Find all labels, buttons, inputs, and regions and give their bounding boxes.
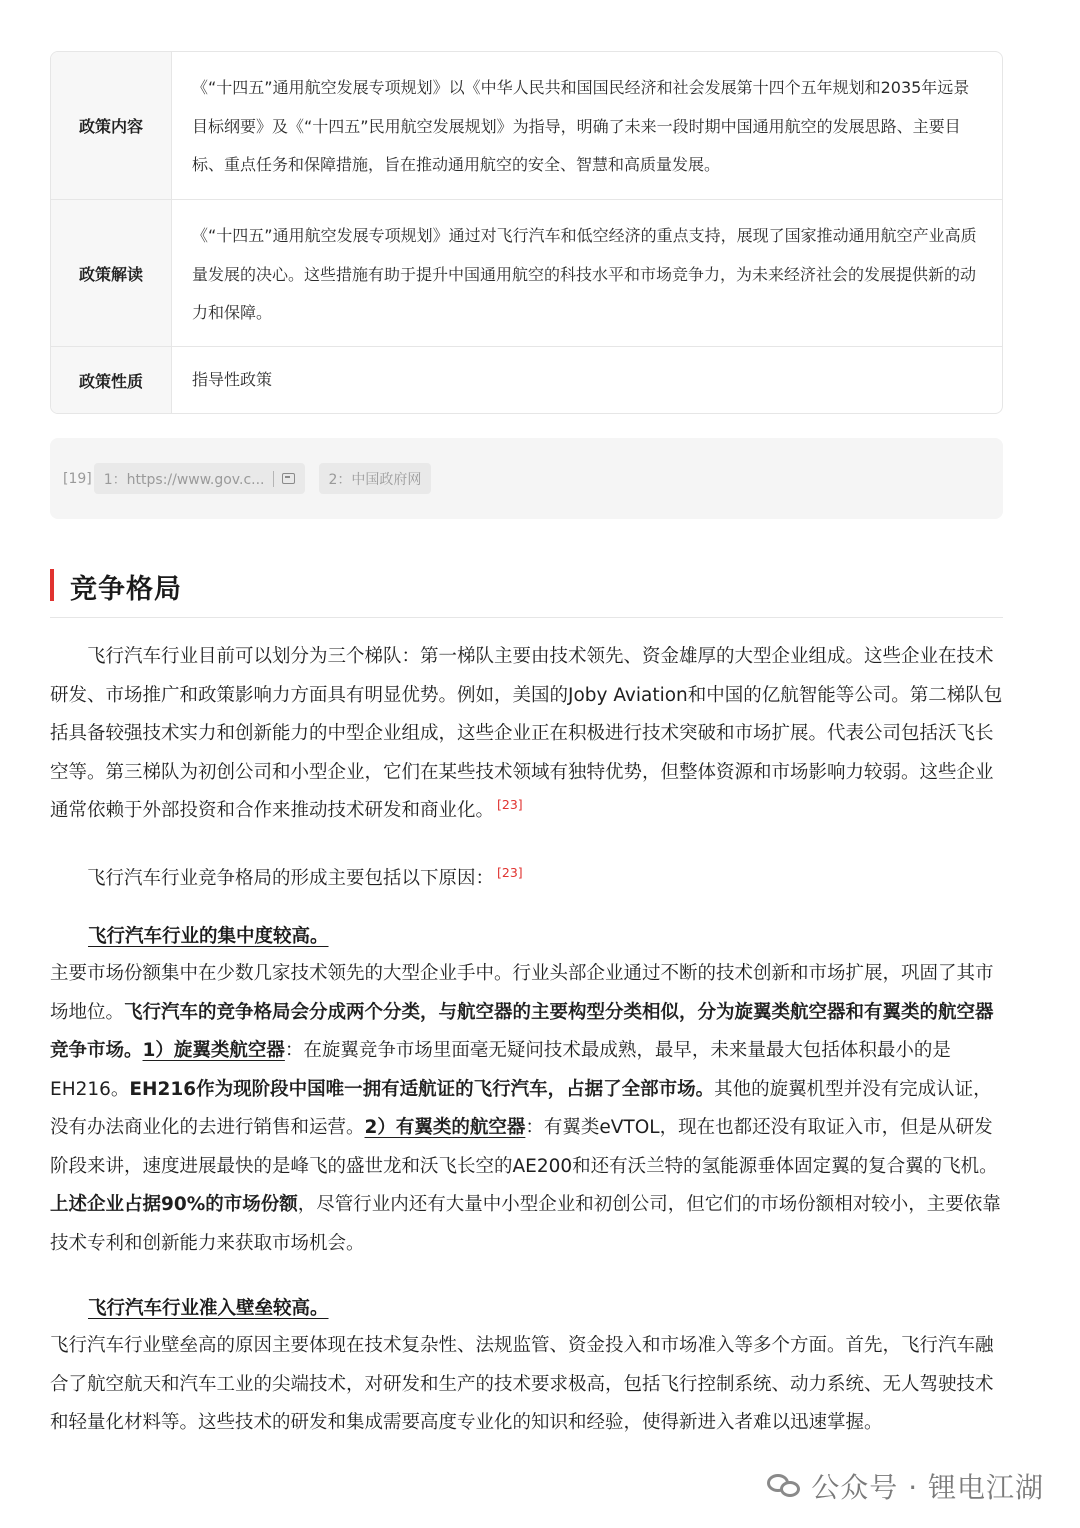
wechat-icon — [767, 1472, 801, 1500]
row-label: 政策性质 — [51, 347, 172, 413]
bold-underline-text: 1）旋翼类航空器 — [142, 1040, 285, 1061]
paragraph — [50, 860, 1003, 899]
bold-text: EH216作为现阶段中国唯一拥有适航证的飞行汽车，占据了全部市场。 — [129, 1078, 715, 1100]
paragraph-text: ，尽管行业内还有大量中小型企业和初创公司，但它们的市场份额相对较小，主要依靠技术专利和创新能力来获取市场机会。 — [50, 1194, 1001, 1254]
divider — [273, 471, 274, 487]
paragraph-text: ：在旋翼竞争市场里面毫无疑问技术最成熟，最早，未来量最大包括体积最小的是EH216。 — [50, 1040, 951, 1100]
citation-link[interactable]: [23] — [497, 864, 523, 880]
reference-index: [19] — [63, 470, 92, 487]
section-heading — [50, 566, 1003, 618]
bold-text: 飞行汽车的竞争格局会分成两个分类，与航空器的主要构型分类相似，分为旋翼类航空器和有翼类的航空器竞争市场。 — [50, 1001, 994, 1061]
bold-underline-text: 2）有翼类的航空器 — [364, 1117, 526, 1138]
reference-source-chip[interactable] — [319, 463, 432, 494]
row-label: 政策解读 — [51, 200, 172, 346]
paragraph-text: 主要市场份额集中在少数几家技术领先的大型企业手中。行业头部企业通过不断的技术创新和市场扩展，巩固了其市场地位。 — [50, 963, 994, 1023]
subheading: 飞行汽车行业准入壁垒较高。 — [88, 1298, 329, 1319]
paragraph — [50, 638, 1003, 831]
bold-text: 上述企业占据90%的市场份额 — [50, 1194, 298, 1215]
row-label: 政策内容 — [51, 52, 172, 199]
paragraph-text: 飞行汽车行业竞争格局的形成主要包括以下原因： — [87, 868, 495, 889]
paragraph-text: 飞行汽车行业目前可以划分为三个梯队：第一梯队主要由技术领先、资金雄厚的大型企业组成。这些企业在技术研发、市场推广和政策影响力方面具有明显优势。例如，美国的Joby Aviation和中国的亿航智能等公司。第二梯队包括具备较强技术实力和创新能力的中型企业组成，这些企业正在积极进行技术突破和市场扩展。代表公司包括沃飞长空等。第三梯队为初创公司和小型企业，它们在某些技术领域有独特优势，但整体资源和市场影响力较弱。这些企业通常依赖于外部投资和合作来推动技术研发和商业化。 — [50, 646, 1003, 821]
table-row — [51, 52, 1002, 199]
paragraph-text: 飞行汽车行业壁垒高的原因主要体现在技术复杂性、法规监管、资金投入和市场准入等多个方面。首先，飞行汽车融合了航空航天和汽车工业的尖端技术，对研发和生产的技术要求极高，包括飞行控制系统、动力系统、无人驾驶技术和轻量化材料等。这些技术的研发和集成需要高度专业化的知识和经验，使得新进入者难以迅速掌握。 — [50, 1335, 994, 1433]
section-title: 竞争格局 — [70, 574, 182, 605]
paragraph — [50, 955, 1003, 1263]
reference-link-chip[interactable] — [94, 463, 305, 494]
table-row — [51, 199, 1002, 346]
subheading: 飞行汽车行业的集中度较高。 — [88, 926, 329, 947]
reference-link-text: 1：https://www.gov.c... — [103, 471, 265, 488]
row-text: 《“十四五”通用航空发展专项规划》通过对飞行汽车和低空经济的重点支持，展现了国家推动通用航空产业高质量发展的决心。这些措施有助于提升中国通用航空的科技水平和市场竞争力，为未来经济社会的发展提供新的动力和保障。 — [192, 226, 977, 322]
watermark-text: 公众号 · 锂电江湖 — [811, 1471, 1044, 1504]
heading-accent-bar — [50, 569, 54, 601]
paragraph — [50, 1327, 1003, 1443]
table-row — [51, 346, 1002, 413]
citation-link[interactable]: [23] — [497, 796, 523, 812]
external-link-icon[interactable] — [282, 473, 295, 484]
reference-source-text: 2：中国政府网 — [328, 471, 422, 488]
row-text: 《“十四五”通用航空发展专项规划》以《中华人民共和国国民经济和社会发展第十四个五年规划和2035年远景目标纲要》及《“十四五”民用航空发展规划》为指导，明确了未来一段时期中国通用航空的发展思路、主要目标、重点任务和保障措施，旨在推动通用航空的安全、智慧和高质量发展。 — [192, 78, 970, 174]
watermark — [767, 1466, 1044, 1506]
paragraph-text: 其他的旋翼机型并没有完成认证，没有办法商业化的去进行销售和运营。 — [50, 1078, 992, 1138]
paragraph-text: ：有翼类eVTOL，现在也都还没有取证入市，但是从研发阶段来讲，速度进展最快的是峰飞的盛世龙和沃飞长空的AE200和还有沃兰特的氢能源垂体固定翼的复合翼的飞机。 — [50, 1117, 998, 1177]
policy-table — [50, 51, 1003, 414]
reference-box — [50, 438, 1003, 519]
row-text: 指导性政策 — [192, 369, 273, 389]
